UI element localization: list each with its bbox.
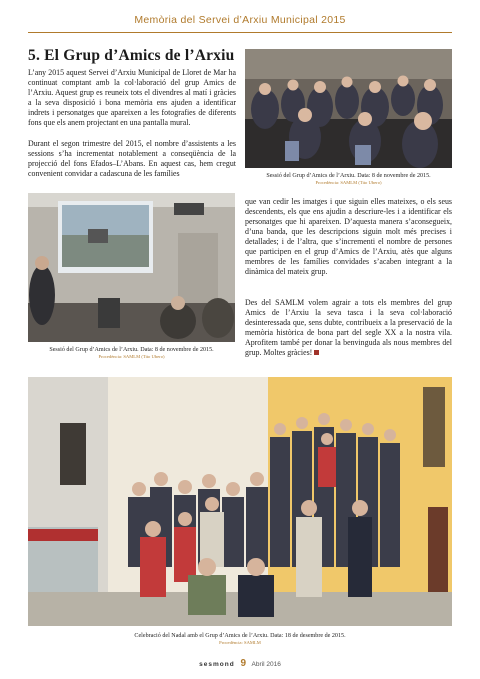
caption-photo-3-source: Procedència: SAMLM bbox=[219, 640, 261, 645]
caption-photo-3-text: Celebració del Nadal amb el Grup d’Amics de l’Arxiu. Data: 18 de desembre de 2015. bbox=[134, 633, 346, 639]
paragraph-intro: L’any 2015 aquest Servei d’Arxiu Municipal de Lloret de Mar ha continuat comptant amb la col·laboració del grup Amics de l’Arxiu. Aquest grup es reuneix tots el divendres al matí i gràcies a la seva disposició i bona memòria ens ajuden a identificar indrets i personatges que apareixen a les fotografies de diferents fons que els anem projectant en una pantalla mural. bbox=[28, 68, 236, 127]
page-number: 9 bbox=[240, 658, 247, 669]
footer-date: Abril 2016 bbox=[251, 661, 281, 668]
caption-photo-1-text: Sessió del Grup d’Amics de l’Arxiu. Data: 8 de novembre de 2015. bbox=[266, 173, 431, 179]
caption-photo-1-source: Procedència: SAMLM (Tito Ubero) bbox=[315, 180, 382, 185]
end-of-article-mark bbox=[314, 350, 319, 355]
caption-photo-2-source: Procedència: SAMLM (Tito Ubero) bbox=[98, 354, 165, 359]
caption-photo-1 bbox=[245, 172, 452, 186]
photo-christmas-group bbox=[28, 377, 452, 626]
section-title: 5. El Grup d’Amics de l’Arxiu bbox=[28, 47, 235, 64]
paragraph-thanks bbox=[245, 298, 452, 358]
header-rule bbox=[28, 32, 452, 33]
footer-brand: sesmond bbox=[199, 661, 235, 668]
paragraph-thanks-text: Des del SAMLM volem agrair a tots els membres del grup Amics de l’Arxiu la seva tasca i la seva col·laboració desinteressada que, sens dubte, contribueix a la preservació de la memòria històrica de bona part del segle XX a la nostra vila. Aprofitem també per donar la benvinguda als nous membres del grup. Moltes gràcies! bbox=[245, 298, 452, 357]
caption-photo-3 bbox=[28, 632, 452, 646]
caption-photo-2-text: Sessió del Grup d’Amics de l’Arxiu. Data: 8 de novembre de 2015. bbox=[49, 347, 214, 353]
photo-session-projection bbox=[28, 193, 235, 342]
photo-session-audience bbox=[245, 49, 452, 168]
paragraph-families: que van cedir les imatges i que siguin elles mateixes, o els seus descendents, els que ens ajudin a descriure-les i a identificar els personatges que hi apareixen. D’aquesta manera s’aconsegueix, d’una banda, que les descripcions siguin molt més precises i detallades; i de l’altra, que s’incrementi el nombre de persones que participen en el grup d’Amics de l’Arxiu, atès que alguns membres de les famílies convidades s’acaben integrant a la dinàmica del mateix grup. bbox=[245, 197, 452, 276]
paragraph-second-quarter: Durant el segon trimestre del 2015, el nombre d’assistents a les sessions s’ha incrementat notablement a conseqüència de la projecció del fons Efados–L’Abans. En aquest cas, hem cregut convenient convidar a cadascuna de les famílies bbox=[28, 139, 236, 178]
caption-photo-2 bbox=[28, 346, 235, 360]
page-footer bbox=[0, 658, 480, 669]
header-title: Memòria del Servei d’Arxiu Municipal 2015 bbox=[134, 14, 346, 26]
